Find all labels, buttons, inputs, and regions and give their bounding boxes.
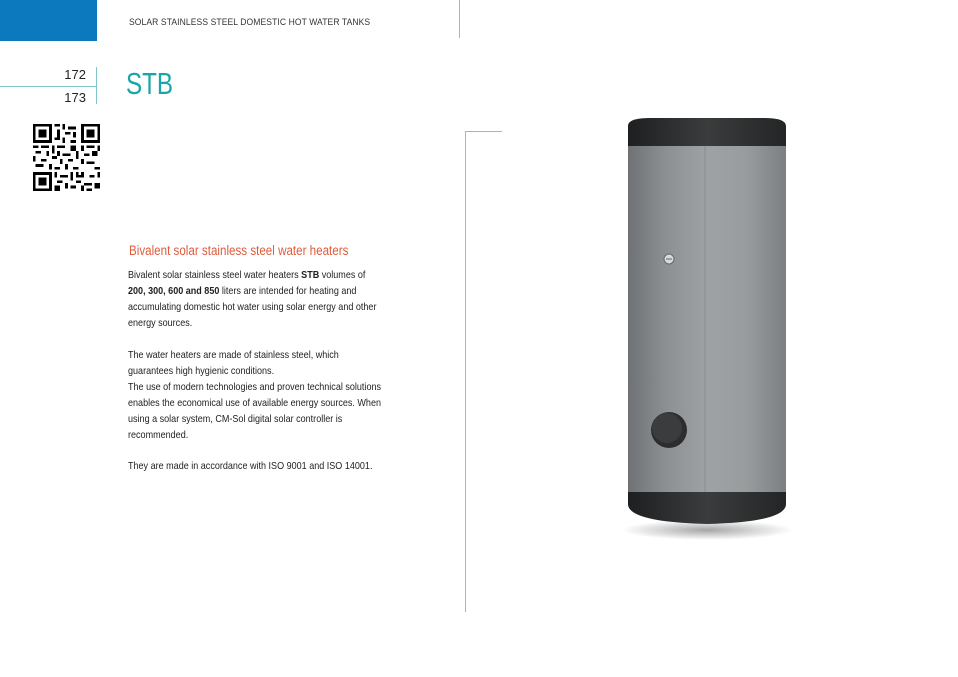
p1-text-e: liters are intended for heating and accumulating domestic hot water using solar energy and other energy sources. bbox=[128, 285, 377, 329]
image-frame-left bbox=[465, 131, 466, 612]
header-color-block bbox=[0, 0, 97, 41]
section-header-title: SOLAR STAINLESS STEEL DOMESTIC HOT WATER TANKS bbox=[129, 17, 371, 28]
product-model-title: STB bbox=[126, 66, 174, 101]
qr-code-icon[interactable] bbox=[33, 124, 100, 191]
p1-volumes: 200, 300, 600 and 850 bbox=[128, 285, 220, 297]
p1-text-a: Bivalent solar stainless steel water heaters bbox=[128, 269, 302, 281]
description-paragraph-1 bbox=[128, 267, 383, 331]
page-number-vertical-divider bbox=[96, 67, 97, 104]
page-number-left: 172 bbox=[64, 67, 86, 82]
p2-text: The water heaters are made of stainless steel, which guarantees high hygienic conditions. bbox=[128, 349, 339, 377]
description-paragraph-3 bbox=[128, 458, 383, 474]
image-frame-top bbox=[465, 131, 502, 132]
page-number-divider bbox=[0, 86, 96, 87]
header-divider bbox=[459, 0, 460, 38]
p3-text: They are made in accordance with ISO 9001 and ISO 14001. bbox=[128, 460, 373, 472]
page-number-right: 173 bbox=[64, 90, 86, 105]
description-paragraph-2 bbox=[128, 347, 383, 443]
water-tank-image bbox=[620, 112, 795, 547]
p1-text-c: volumes of bbox=[319, 269, 366, 281]
p1-model: STB bbox=[301, 269, 320, 281]
content-heading: Bivalent solar stainless steel water heaters bbox=[129, 243, 349, 258]
p2b-text: The use of modern technologies and proven technical solutions enables the economical use of available energy sources. When using a solar system, CM-Sol digital solar controller is recommended. bbox=[128, 381, 382, 441]
